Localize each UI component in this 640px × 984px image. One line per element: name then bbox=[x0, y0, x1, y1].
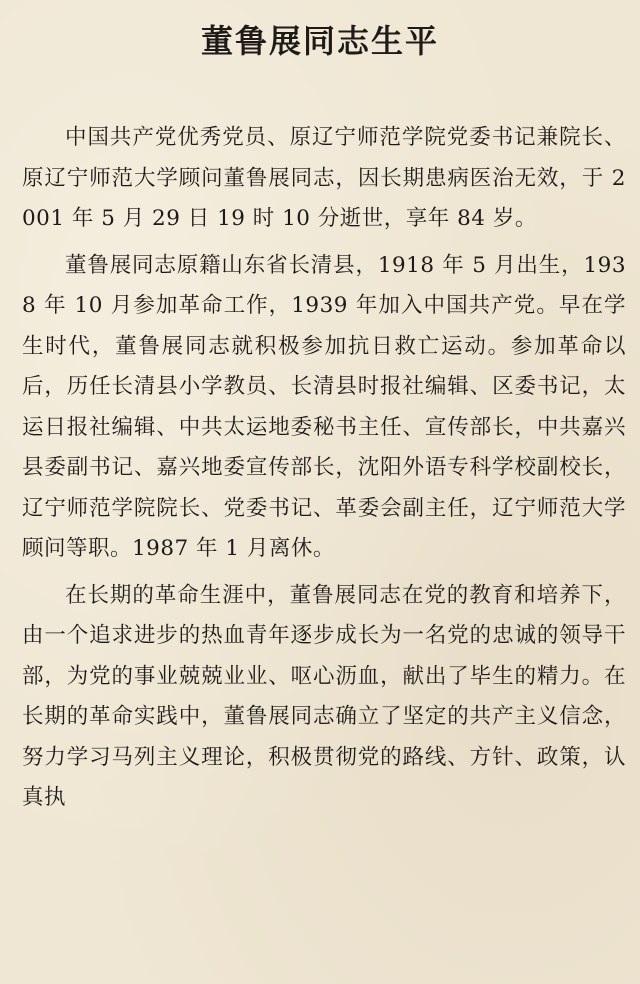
document-title: 董鲁展同志生平 bbox=[200, 22, 439, 60]
document-body bbox=[22, 118, 626, 825]
paragraph-3: 在长期的革命生涯中，董鲁展同志在党的教育和培养下，由一个追求进步的热血青年逐步成长为一名党的忠诚的领导干部，为党的事业兢兢业业、呕心沥血，献出了毕生的精力。在长期的革命实践中，董鲁展同志确立了坚定的共产主义信念，努力学习马列主义理论，积极贯彻党的路线、方针、政策，认真执 bbox=[22, 582, 626, 810]
paragraph-1: 中国共产党优秀党员、原辽宁师范学院党委书记兼院长、原辽宁师范大学顾问董鲁展同志，因长期患病医治无效，于 2001 年 5 月 29 日 19 时 10 分逝世，享年 84 岁。 bbox=[22, 125, 626, 231]
paragraph-2: 董鲁展同志原籍山东省长清县，1918 年 5 月出生，1938 年 10 月参加革命工作，1939 年加入中国共产党。早在学生时代，董鲁展同志就积极参加抗日救亡运动。参加革命以后，历任长清县小学教员、长清县时报社编辑、区委书记，太运日报社编辑、中共太运地委秘书主任、宣传部长，中共嘉兴县委副书记、嘉兴地委宣传部长，沈阳外语专科学校副校长，辽宁师范学院院长、党委书记、革委会副主任，辽宁师范大学顾问等职。1987 年 1 月离休。 bbox=[22, 252, 626, 561]
